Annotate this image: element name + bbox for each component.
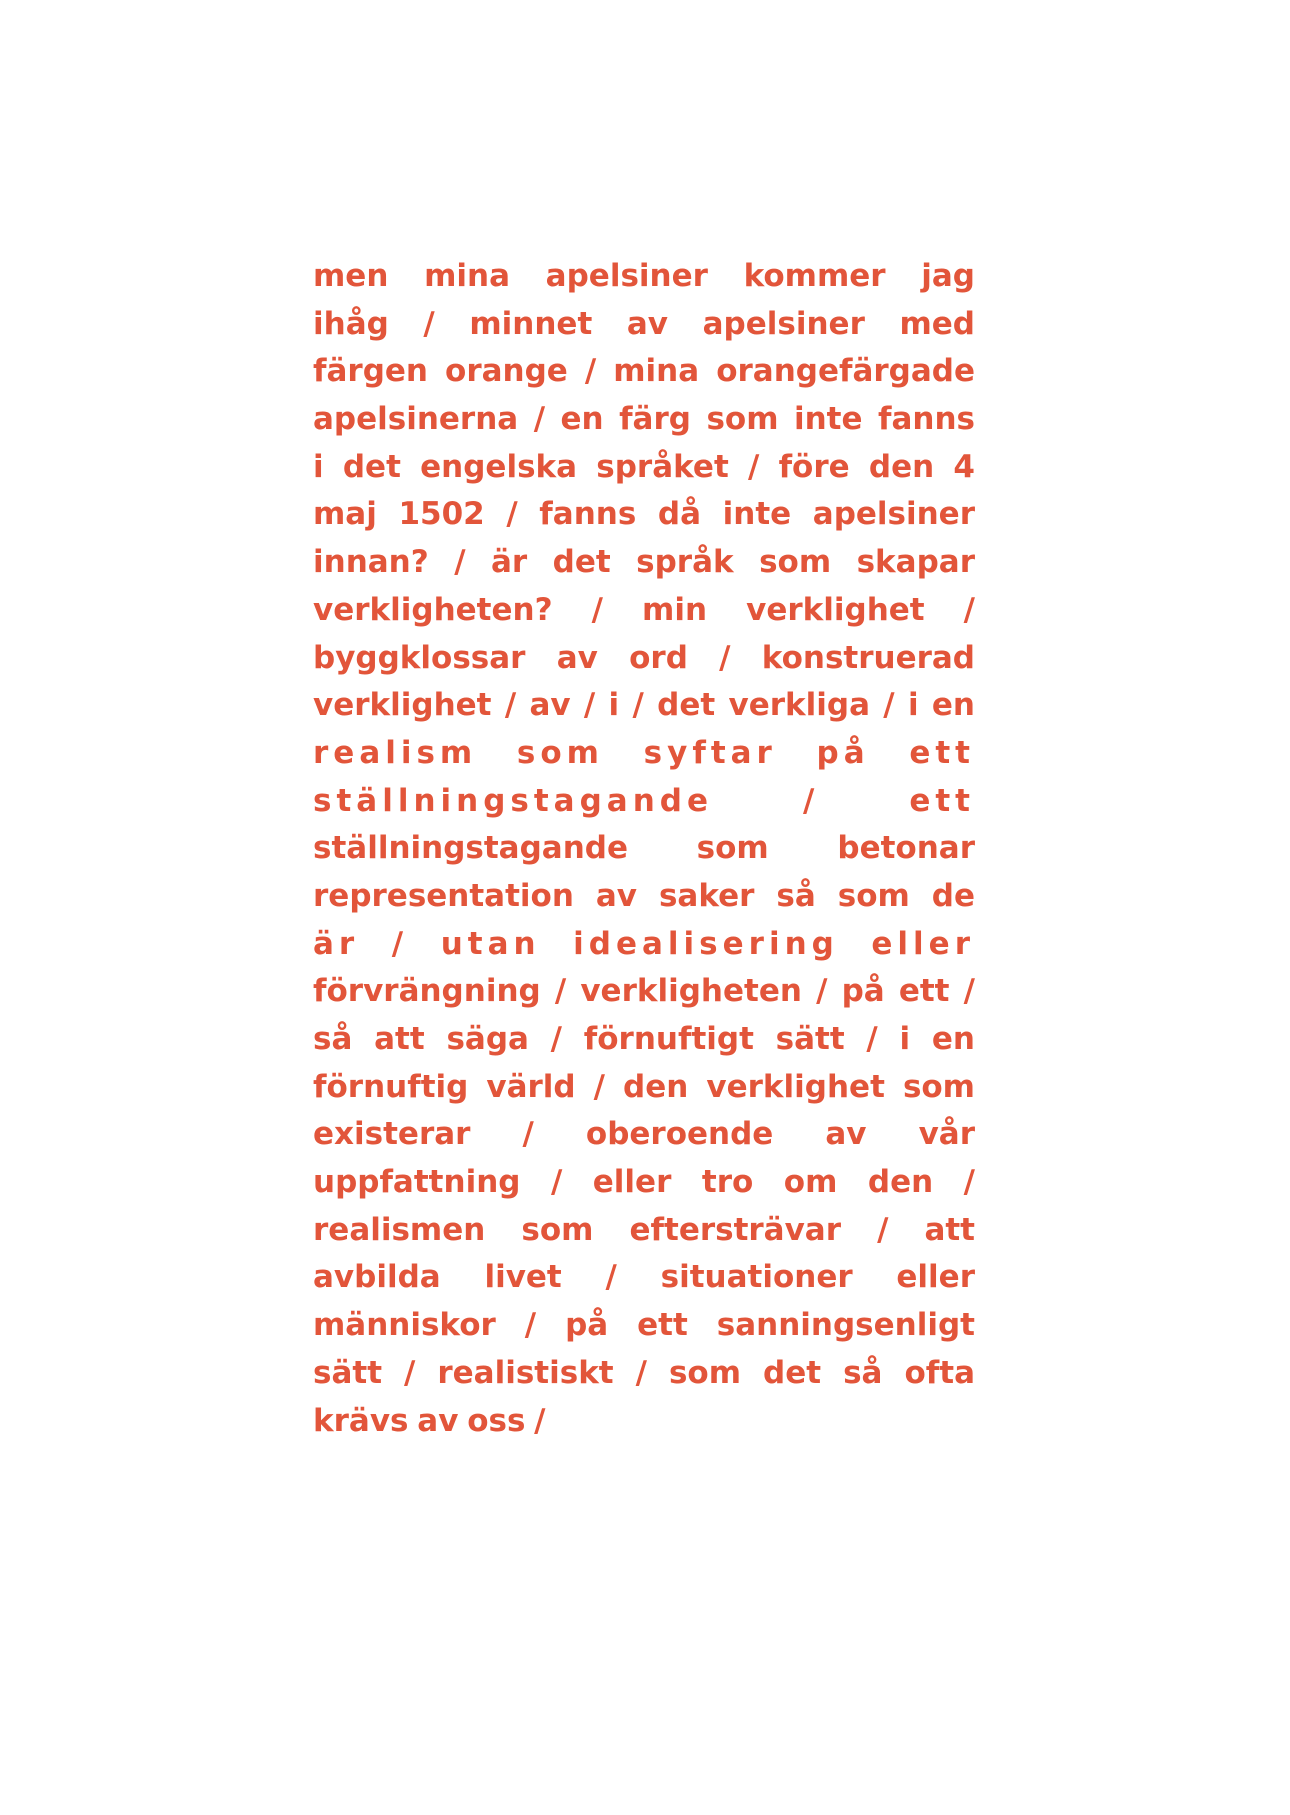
poem-line: byggklossar av ord / konstruerad [313,639,975,676]
poem-line: i det engelska språket / före den 4 [313,448,975,485]
poem-line: representation av saker så som de [313,877,975,914]
poem-line: så att säga / förnuftigt sätt / i en [313,1021,975,1057]
poem-line: realism som syftar på ett [313,734,975,771]
poem-line: förnuftig värld / den verklighet som [313,1068,975,1105]
poem-line: förvrängning / verkligheten / på ett / [313,973,975,1010]
poem-line: krävs av oss / [313,1402,546,1439]
poem-text-block [313,253,975,1445]
poem-line: ställningstagande som betonar [313,830,975,867]
poem-line: sätt / realistiskt / som det så ofta [313,1354,975,1391]
poem-line: färgen orange / mina orangefärgade [313,353,975,390]
poem-line: verkligheten? / min verklighet / [313,591,975,628]
poem-line: är / utan idealisering eller [313,925,975,962]
poem-line: maj 1502 / fanns då inte apelsiner [313,496,975,533]
poem-line: existerar / oberoende av vår [313,1116,975,1153]
poem-line: ställningstagande / ett [313,782,975,819]
poem-line: realismen som eftersträvar / att [313,1211,975,1248]
poem-line: avbilda livet / situationer eller [313,1259,975,1296]
poem-line: innan? / är det språk som skapar [313,544,975,581]
poem-line: ihåg / minnet av apelsiner med [313,305,975,342]
poem-line: verklighet / av / i / det verkliga / i en [313,687,975,724]
poem-line: människor / på ett sanningsenligt [313,1307,975,1344]
poem-line: uppfattning / eller tro om den / [313,1164,975,1201]
poem-line: men mina apelsiner kommer jag [313,258,975,294]
poem-line: apelsinerna / en färg som inte fanns [313,401,975,438]
